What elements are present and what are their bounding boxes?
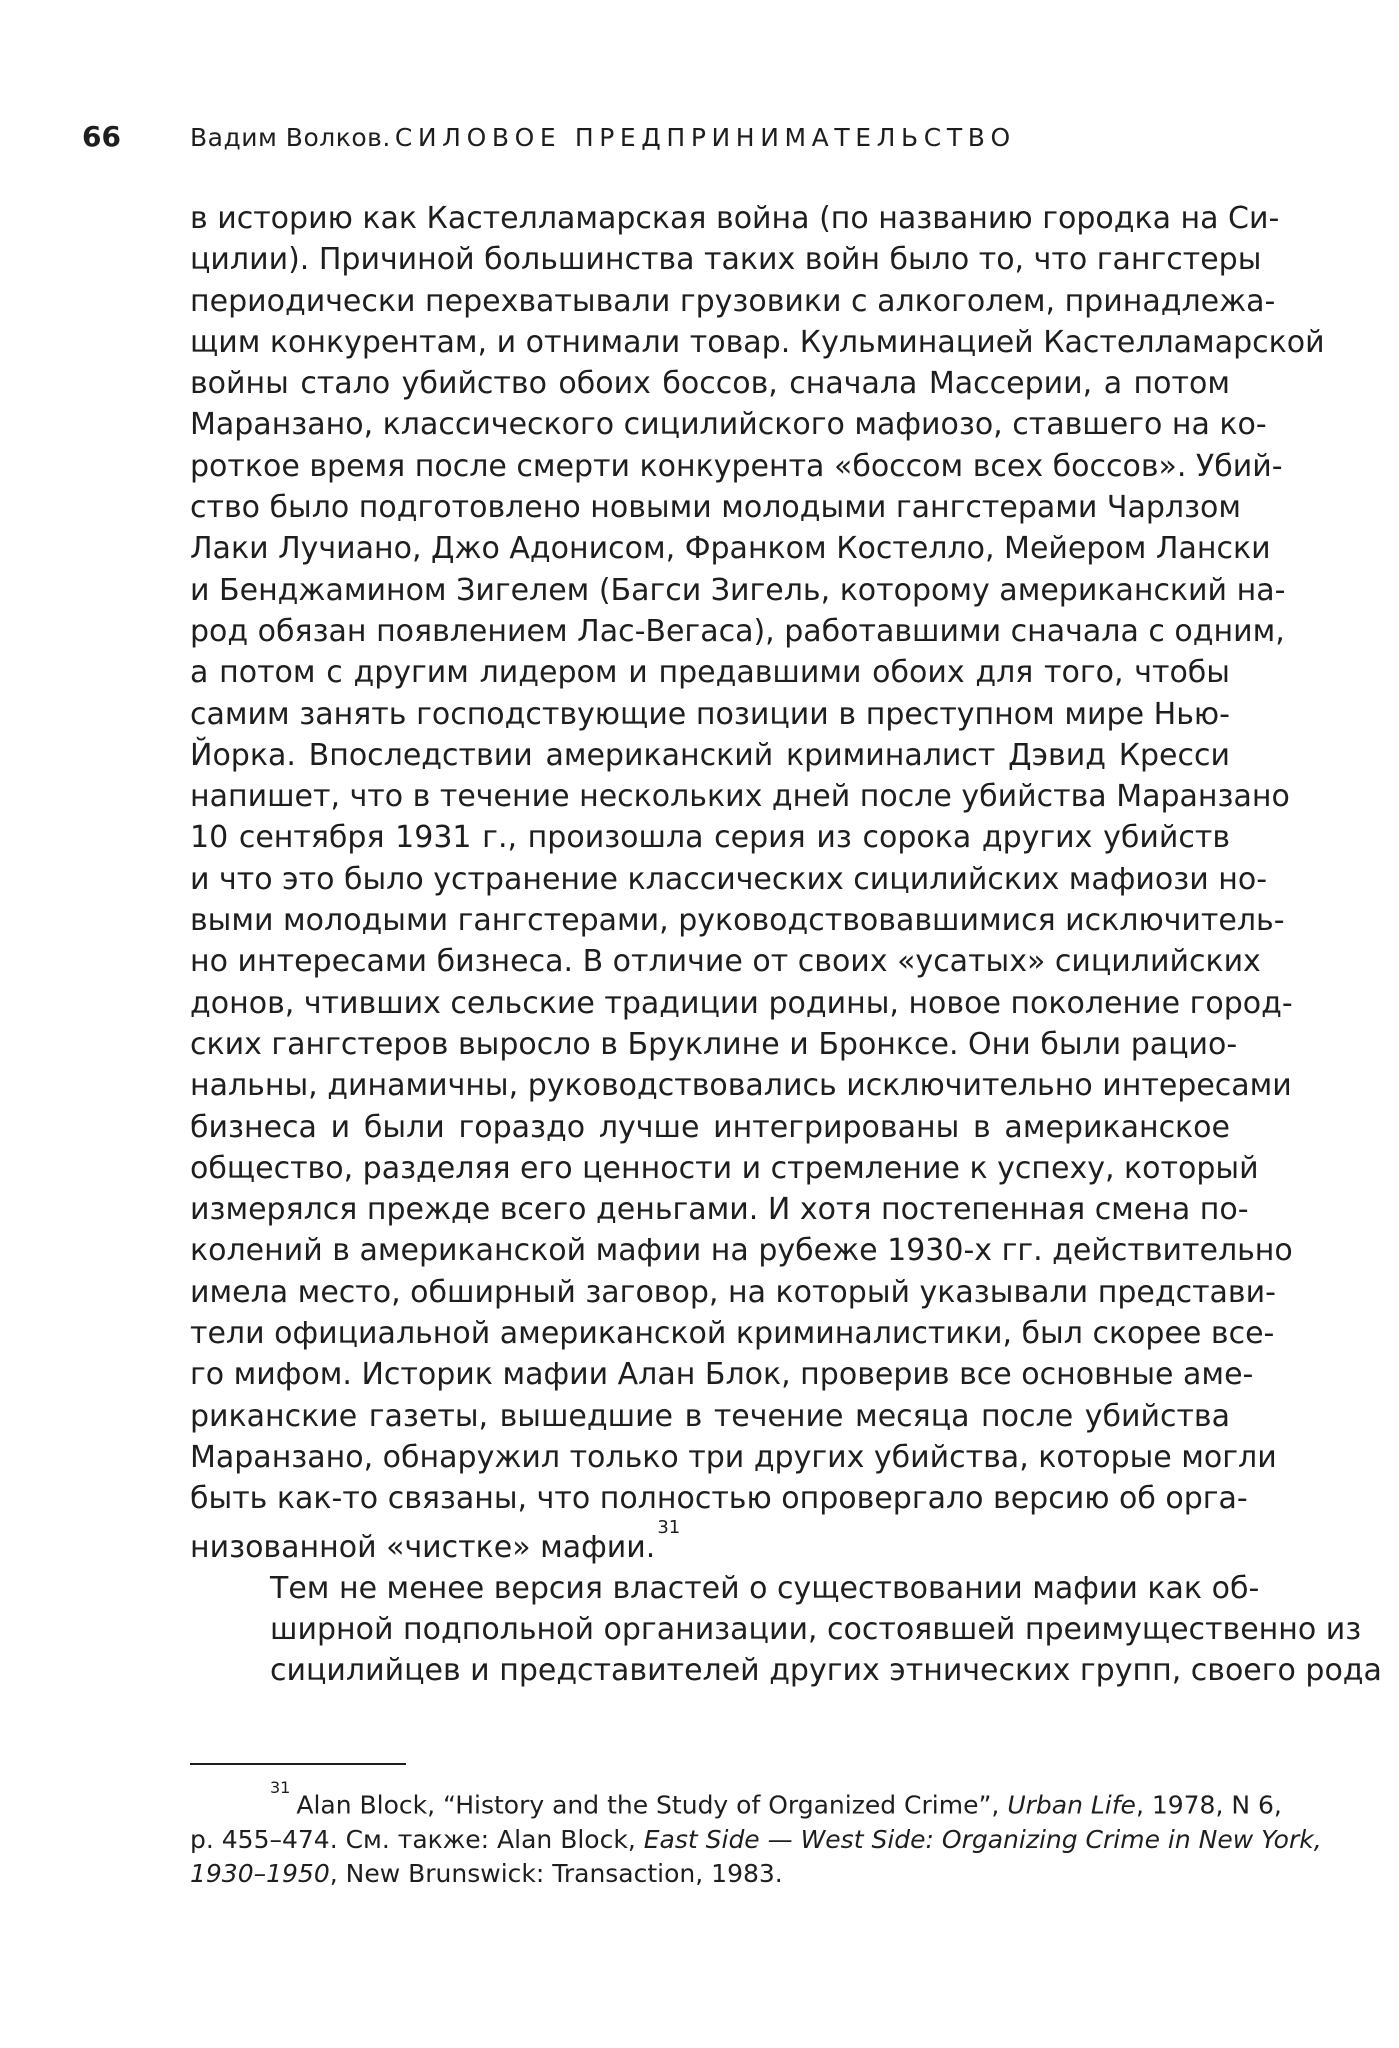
text-line: ширной подпольной организации, состоявшей преимущественно из: [270, 1612, 1362, 1648]
text-line: войны стало убийство обоих боссов, сначала Массерии, а потом: [190, 366, 1230, 402]
text-line: имела место, обширный заговор, на который указывали представи-: [190, 1274, 1276, 1310]
text-line: выми молодыми гангстерами, руководствовавшимися исключитель-: [190, 903, 1285, 939]
text-line: нальны, динамичны, руководствовались исключительно интересами: [190, 1068, 1292, 1104]
footnote-text: Alan Block, “History and the Study of Organized Crime”,: [296, 1790, 1000, 1820]
page-number: 66: [82, 120, 121, 153]
text-line: риканские газеты, вышедшие в течение месяца после убийства: [190, 1398, 1230, 1434]
text-line: а потом с другим лидером и предавшими обоих для того, чтобы: [190, 655, 1230, 691]
text-line: род обязан появлением Лас-Вегаса), работавшими сначала с одним,: [190, 613, 1285, 649]
footnote-number: 31: [270, 1778, 291, 1797]
text-line: измерялся прежде всего деньгами. И хотя постепенная смена по-: [190, 1192, 1249, 1228]
footnote-reference[interactable]: 31: [657, 1516, 681, 1538]
footnote-book-title: 1930–1950: [190, 1859, 330, 1889]
text-line: но интересами бизнеса. В отличие от своих «усатых» сицилийских: [190, 944, 1261, 980]
paragraph: [190, 198, 1325, 1568]
text-line: Лаки Лучиано, Джо Адонисом, Франком Костелло, Мейером Лански: [190, 531, 1271, 567]
text-line: донов, чтивших сельские традиции родины, новое поколение город-: [190, 985, 1293, 1021]
text-line: го мифом. Историк мафии Алан Блок, проверив все основные аме-: [190, 1357, 1254, 1393]
paragraph: [190, 1568, 1382, 1692]
footnote-text: , 1978, N 6,: [1135, 1790, 1282, 1820]
footnote: [190, 1778, 1322, 1892]
body-text: [190, 198, 1382, 1692]
footnote-text: , New Brunswick: Transaction, 1983.: [329, 1859, 783, 1889]
book-title: СИЛОВОЕ ПРЕДПРИНИМАТЕЛЬСТВО: [394, 123, 1016, 152]
text-line: в историю как Кастелламарская война (по названию городка на Си-: [190, 201, 1280, 236]
text-line: периодически перехватывали грузовики с алкоголем, принадлежа-: [190, 283, 1276, 319]
text-line: бизнеса и были гораздо лучше интегрированы в американское: [190, 1109, 1230, 1145]
text-line: Йорка. Впоследствии американский криминалист Дэвид Кресси: [190, 737, 1230, 773]
author-name: Вадим Волков.: [190, 123, 391, 152]
text-line: и Бенджамином Зигелем (Багси Зигель, которому американский на-: [190, 572, 1286, 608]
text-line: сицилийцев и представителей других этнических групп, своего рода: [270, 1653, 1382, 1689]
running-head: [82, 120, 1249, 166]
text-line: ских гангстеров выросло в Бруклине и Бронксе. Они были рацио-: [190, 1026, 1238, 1062]
footnote-book-title: East Side — West Side: Organizing Crime in New York,: [643, 1824, 1322, 1854]
text-line: Маранзано, классического сицилийского мафиозо, ставшего на ко-: [190, 407, 1267, 443]
text-line: щим конкурентам, и отнимали товар. Кульминацией Кастелламарской: [190, 324, 1325, 360]
footnote-line: [190, 1857, 1230, 1892]
text-line: цилии). Причиной большинства таких войн было то, что гангстеры: [190, 242, 1262, 278]
text-line: 10 сентября 1931 г., произошла серия из сорока других убийств: [190, 820, 1230, 856]
text-line: самим занять господствующие позиции в преступном мире Нью-: [190, 696, 1230, 732]
text-line: общество, разделяя его ценности и стремление к успеху, который: [190, 1150, 1259, 1186]
text-line: роткое время после смерти конкурента «боссом всех боссов». Убий-: [190, 448, 1283, 484]
footnote-journal: Urban Life: [1007, 1790, 1136, 1820]
text-line-content: низованной «чистке» мафии.: [190, 1529, 656, 1565]
text-line: ство было подготовлено новыми молодыми гангстерами Чарлзом: [190, 490, 1242, 526]
footnote-line: [190, 1778, 1282, 1823]
text-line: Маранзано, обнаружил только три других убийства, которые могли: [190, 1439, 1277, 1475]
text-line: и что это было устранение классических сицилийских мафиози но-: [190, 861, 1268, 897]
footnote-separator: [190, 1763, 406, 1765]
text-line: [190, 1516, 1230, 1568]
text-line: тели официальной американской криминалистики, был скорее все-: [190, 1316, 1275, 1352]
footnote-line: [190, 1823, 1322, 1858]
text-line: быть как-то связаны, что полностью опровергало версию об орга-: [190, 1481, 1248, 1517]
footnote-text: p. 455–474. См. также: Alan Block,: [190, 1824, 636, 1854]
text-line: колений в американской мафии на рубеже 1930-х гг. действительно: [190, 1233, 1293, 1269]
text-line: Тем не менее версия властей о существовании мафии как об-: [270, 1570, 1260, 1606]
text-line: напишет, что в течение нескольких дней после убийства Маранзано: [190, 779, 1290, 815]
